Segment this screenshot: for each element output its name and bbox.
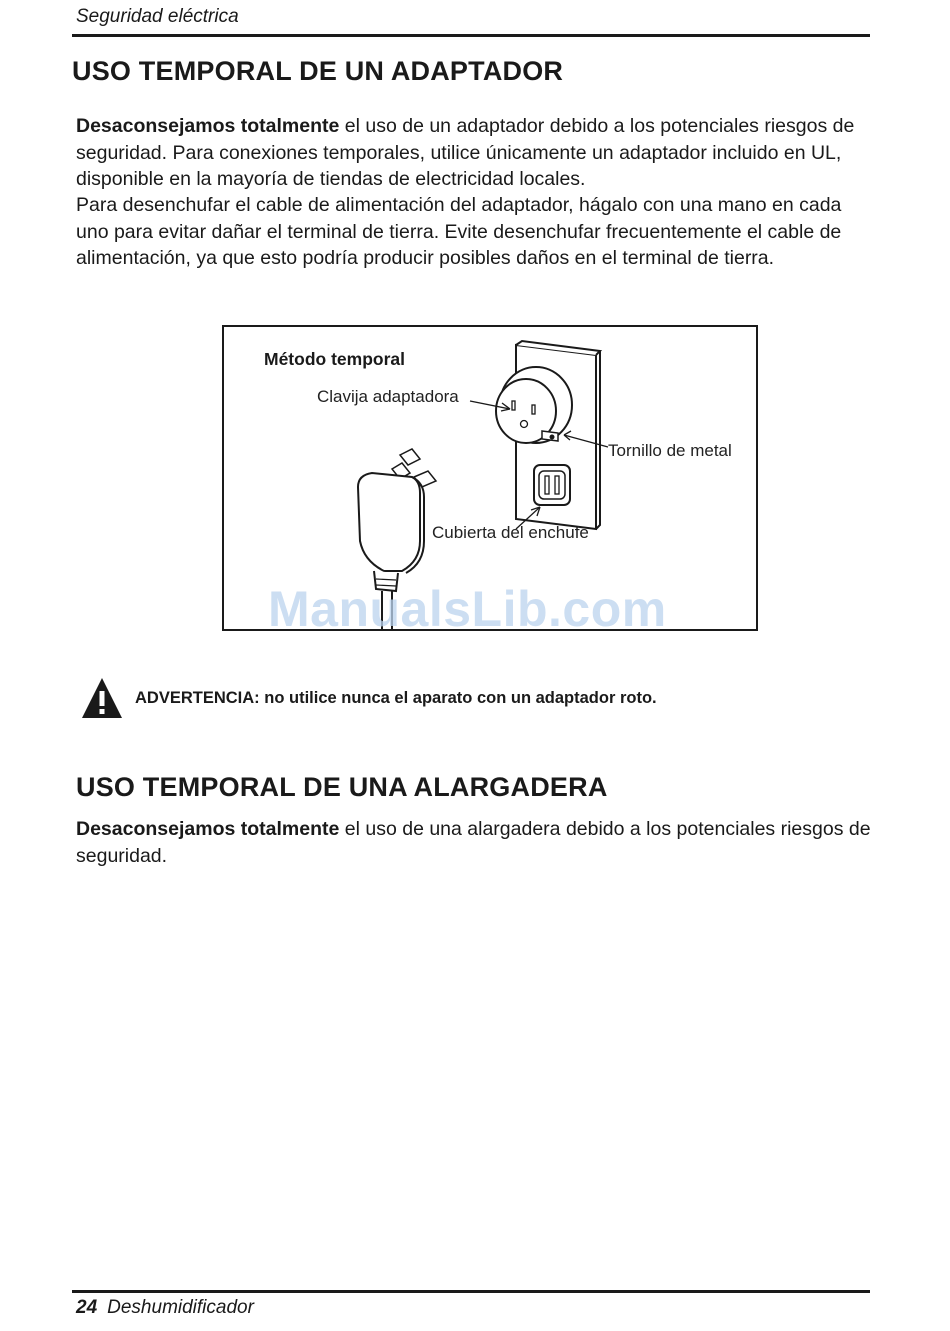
warning-text: ADVERTENCIA: no utilice nunca el aparato con un adaptador roto. xyxy=(135,689,657,707)
label-adapter-plug: Clavija adaptadora xyxy=(317,387,459,406)
watermark: ManualsLib.com xyxy=(268,581,667,637)
section-title-adaptador: USO TEMPORAL DE UN ADAPTADOR xyxy=(72,56,564,86)
page-footer xyxy=(76,1297,254,1319)
paragraph-text: el uso de un adaptador debido a los potenciales riesgos de seguridad. Para conexiones temporales, utilice únicamente un adaptador incluido en UL, disponible en la mayoría de tiendas de electricidad locales. xyxy=(76,115,855,190)
adapter-plug xyxy=(496,367,572,443)
paragraph-adaptador-desenchufar: Para desenchufar el cable de alimentación del adaptador, hágalo con una mano en cada uno para evitar dañar el terminal de tierra. Evite desenchufar frecuentemente el cable de alimentación, ya que esto podría producir posibles daños en el terminal de tierra. xyxy=(76,194,842,269)
paragraph-text: el uso de una alargadera debido a los potenciales riesgos de seguridad. xyxy=(76,818,871,867)
footer-rule xyxy=(72,1290,870,1293)
footer-title: Deshumidificador xyxy=(107,1297,254,1318)
label-metal-screw: Tornillo de metal xyxy=(608,441,732,460)
header-rule xyxy=(72,34,870,37)
paragraph-adaptador-intro xyxy=(76,113,876,193)
paragraph-alargadera xyxy=(76,816,876,869)
label-outlet-cover: Cubierta del enchufe xyxy=(432,523,589,542)
section-title-alargadera: USO TEMPORAL DE UNA ALARGADERA xyxy=(76,772,608,802)
emphasis-text: Desaconsejamos totalmente xyxy=(76,115,340,137)
header-section-title: Seguridad eléctrica xyxy=(76,6,239,27)
warning-triangle-icon xyxy=(80,676,124,720)
figure-title: Método temporal xyxy=(264,349,405,369)
emphasis-text: Desaconsejamos totalmente xyxy=(76,818,340,840)
warning-notice xyxy=(80,676,880,722)
page-number: 24 xyxy=(76,1297,98,1318)
